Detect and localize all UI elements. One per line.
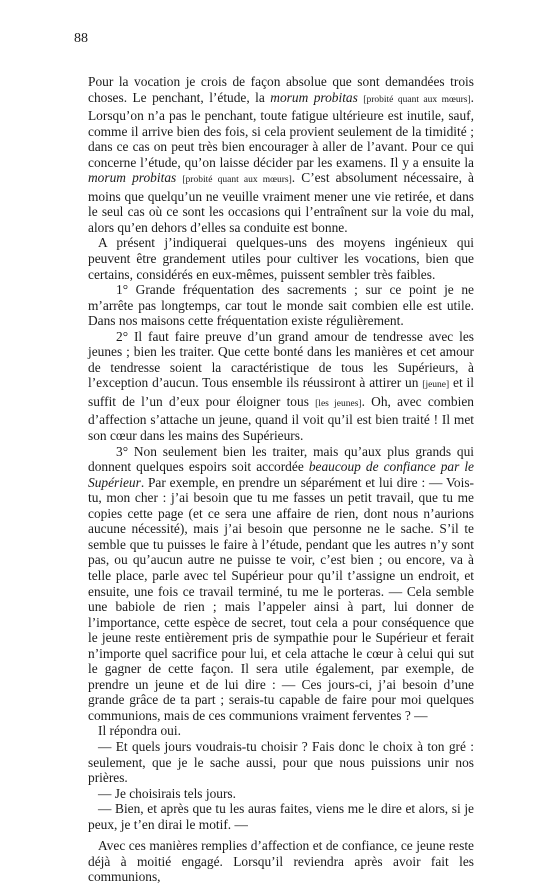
paragraph-moyens: A présent j’indiquerai quelques-uns des moyens ingénieux qui peuvent être grandement utiles pour cultiver les vocations, bien que certains, considérés en eux-mêmes, puissent sembler très faibles. <box>88 235 474 282</box>
paragraph-point-3: 3° Non seulement bien les traiter, mais qu’aux plus grands qui donnent quelques espoirs soit accordée beaucoup de confiance par le Supérieur. Par exemple, en prendre un séparément et lui dire : — Vois-tu, mon cher : j’ai besoin que tu me fasses un petit travail, que tu me copies cette page (et ce sera une affaire de rien, dont nous n’aurions aucune nécessité), mais j’ai besoin que personne ne le sache. S’il te semble que tu puisses le faire à l’étude, pendant que les autres n’y sont pas, ou qu’aucun autre ne puisse te voir, c’est bien ; ou encore, va à telle place, parle avec tel Supérieur pour qu’il t’assigne un endroit, et ensuite, une fois ce travail terminé, tu me le porteras. — Cela semble une babiole de rien ; mais l’appeler ainsi à part, lui donner de l’importance, cette espèce de secret, tout cela a pour conséquence que le jeune reste entièrement pris de sympathie pour le Supérieur et ferait n’importe quel sacrifice pour lui, et cela attache le cœur à celui qui sut le gagner de cette façon. Il sera utile également, par exemple, de prendre un jeune et de lui dire : — Ces jours-ci, j’ai besoin d’une grande grâce de ta part ; serais-tu capable de faire pour moi quelques communions, mais de ces communions vraiment ferventes ? — <box>88 443 475 723</box>
paragraph-reponse: Il répondra oui. <box>98 723 181 739</box>
paragraph-dialogue-3: — Bien, et après que tu les auras faites, viens me le dire et alors, si je peux, je t’en dirai le motif. — <box>88 801 474 832</box>
body-text <box>88 74 474 885</box>
paragraph-vocation: Pour la vocation je crois de façon absolue que sont demandées trois choses. Le penchant, l’étude, la morum probitas [probité quant aux mœurs]. Lorsqu’on n’a pas le penchant, toute fatigue ultérieure est inutile, sauf, comme il arrive bien des fois, si cela provient seulement de la timidité ; dans ce cas on peut très bien encourager à aller de l’avant. Pour ce qui concerne l’étude, qu’on laisse décider par les examens. Il y a ensuite la morum probitas [probité quant aux mœurs]. C’est absolument nécessaire, à moins que quelqu’un ne veuille vraiment mener une vie retirée, et dans le seul cas où ce sont les occasions qui l’entraînent sur la voie du mal, alors qu’en dehors d’elles sa conduite est bonne. <box>88 74 475 235</box>
paragraph-dialogue-2: — Je choisirais tels jours. <box>98 785 236 801</box>
page-number: 88 <box>74 31 88 46</box>
paragraph-point-1: 1° Grande fréquentation des sacrements ; sur ce point je ne m’arrête pas longtemps, car tout le monde sait combien elle est utile. Dans nos maisons cette fréquentation existe régulièrement. <box>88 282 474 329</box>
paragraph-dialogue-1: — Et quels jours voudrais-tu choisir ? Fais donc le choix à ton gré : seulement, que je le sache aussi, pour que nous puissions unir nos prières. <box>88 738 474 786</box>
paragraph-point-2: 2° Il faut faire preuve d’un grand amour de tendresse avec les jeunes ; bien les traiter. Que cette bonté dans les manières et cet amour de tendresse soient la caractéristique de tous les Supérieurs, à l’exception d’aucun. Tous ensemble ils réussiront à attirer un [jeune] et il suffit de l’un d’eux pour éloigner tous [les jeunes]. Oh, avec combien d’affection s’attache un jeune, quand il voit qu’il est bien traité ! Il met son cœur dans les mains des Supérieurs. <box>88 328 474 444</box>
paragraph-conclusion: Avec ces manières remplies d’affection et de confiance, ce jeune reste déjà à moitié engagé. Lorsqu’il reviendra après avoir fait les communions, <box>88 838 474 885</box>
